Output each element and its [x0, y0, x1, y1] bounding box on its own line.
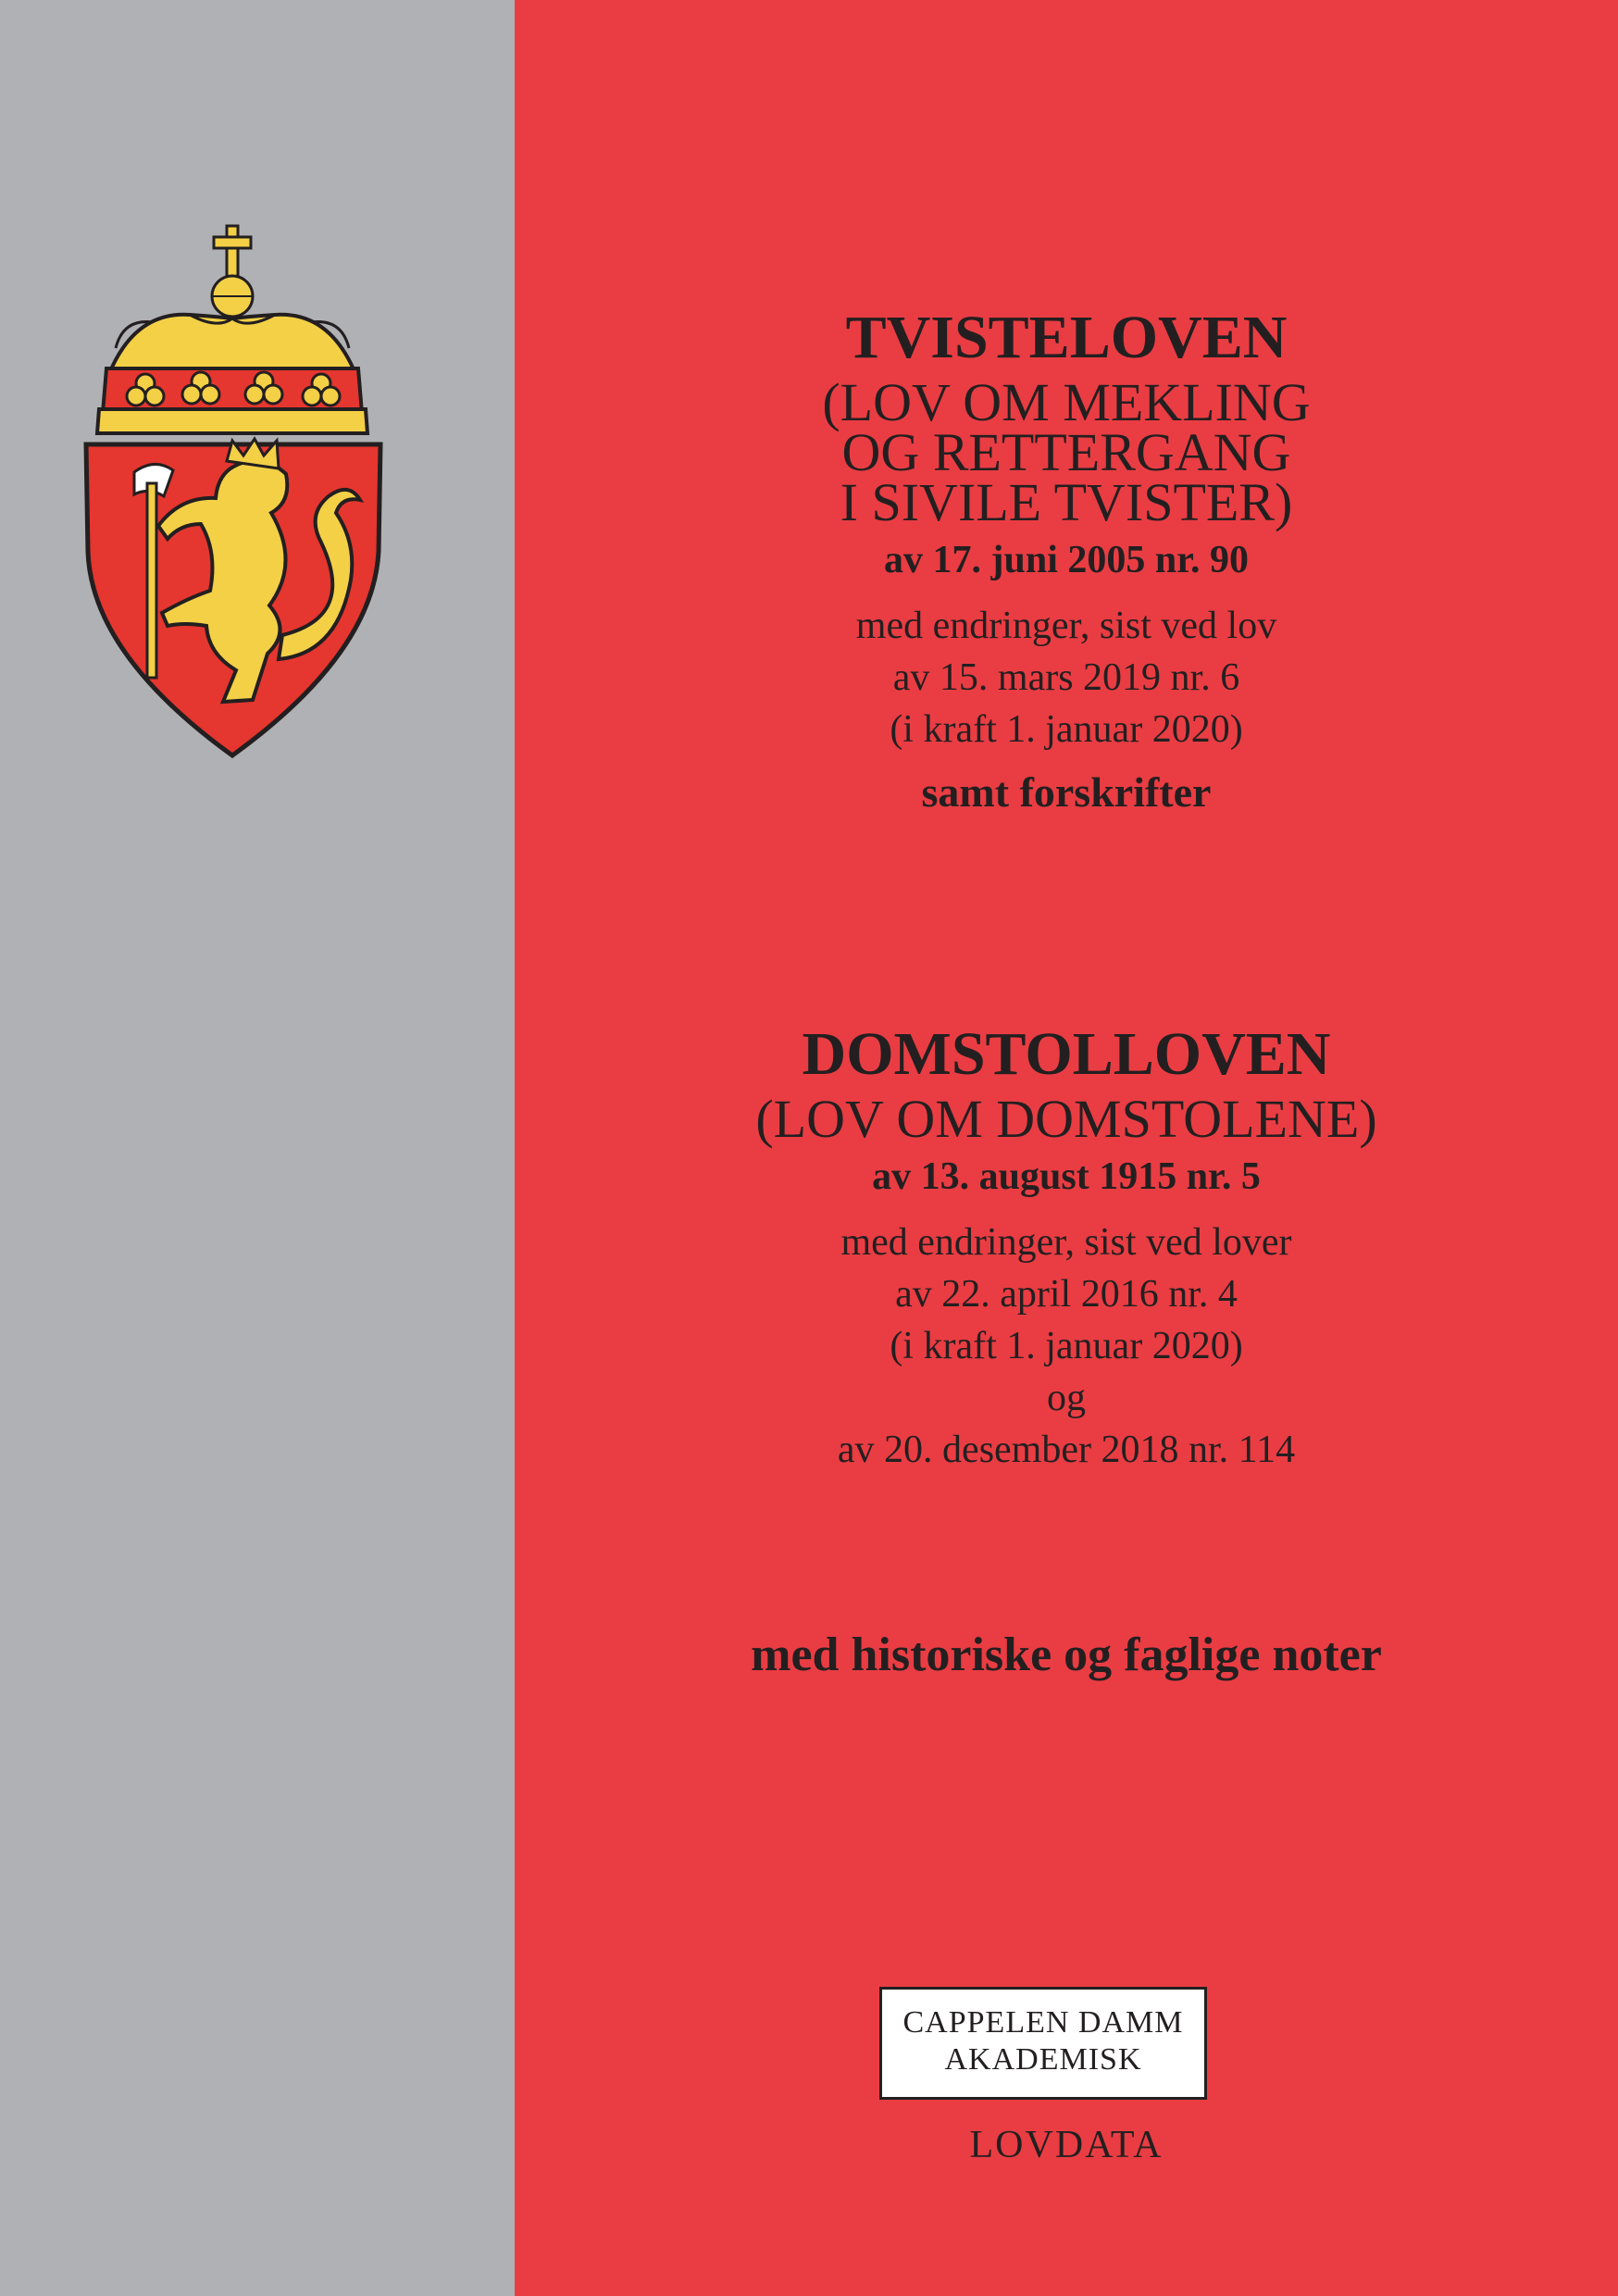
publisher-line-1: CAPPELEN DAMM	[902, 2005, 1184, 2040]
tvisteloven-amendment-line: (i kraft 1. januar 2020)	[890, 708, 1243, 751]
domstolloven-amendment-line: av 22. april 2016 nr. 4	[895, 1273, 1238, 1316]
notes-line: med historiske og faglige noter	[751, 1628, 1382, 1681]
domstolloven-amendment-line: og	[1047, 1377, 1086, 1419]
domstolloven-title: DOMSTOLLOVEN	[802, 1020, 1331, 1088]
domstolloven-amendment-line: av 20. desember 2018 nr. 114	[837, 1429, 1296, 1471]
coat-of-arms-icon	[79, 218, 389, 760]
notes-section	[515, 1628, 1618, 1683]
domstolloven-amendment-line: med endringer, sist ved lover	[840, 1221, 1292, 1264]
tvisteloven-subtitle-line: OG RETTERGANG	[841, 422, 1291, 482]
domstolloven-section	[515, 1022, 1618, 1476]
tvisteloven-amendment-line: av 15. mars 2019 nr. 6	[892, 656, 1240, 699]
tvisteloven-date: av 17. juni 2005 nr. 90	[883, 539, 1250, 581]
imprint: LOVDATA	[969, 2124, 1164, 2166]
samt-forskrifter: samt forskrifter	[921, 768, 1212, 816]
domstolloven-date: av 13. august 1915 nr. 5	[872, 1155, 1261, 1198]
tvisteloven-section	[515, 306, 1618, 818]
domstolloven-amendment-line: (i kraft 1. januar 2020)	[890, 1325, 1243, 1367]
tvisteloven-subtitle-line: (LOV OM MEKLING	[822, 372, 1311, 432]
tvisteloven-title: TVISTELOVEN	[845, 304, 1288, 371]
tvisteloven-subtitle-line: I SIVILE TVISTER)	[840, 472, 1293, 532]
publisher-logo	[879, 1987, 1207, 2100]
tvisteloven-amendment-line: med endringer, sist ved lov	[855, 605, 1277, 647]
domstolloven-subtitle: (LOV OM DOMSTOLENE)	[755, 1089, 1377, 1149]
publisher-line-2: AKADEMISK	[944, 2042, 1142, 2077]
